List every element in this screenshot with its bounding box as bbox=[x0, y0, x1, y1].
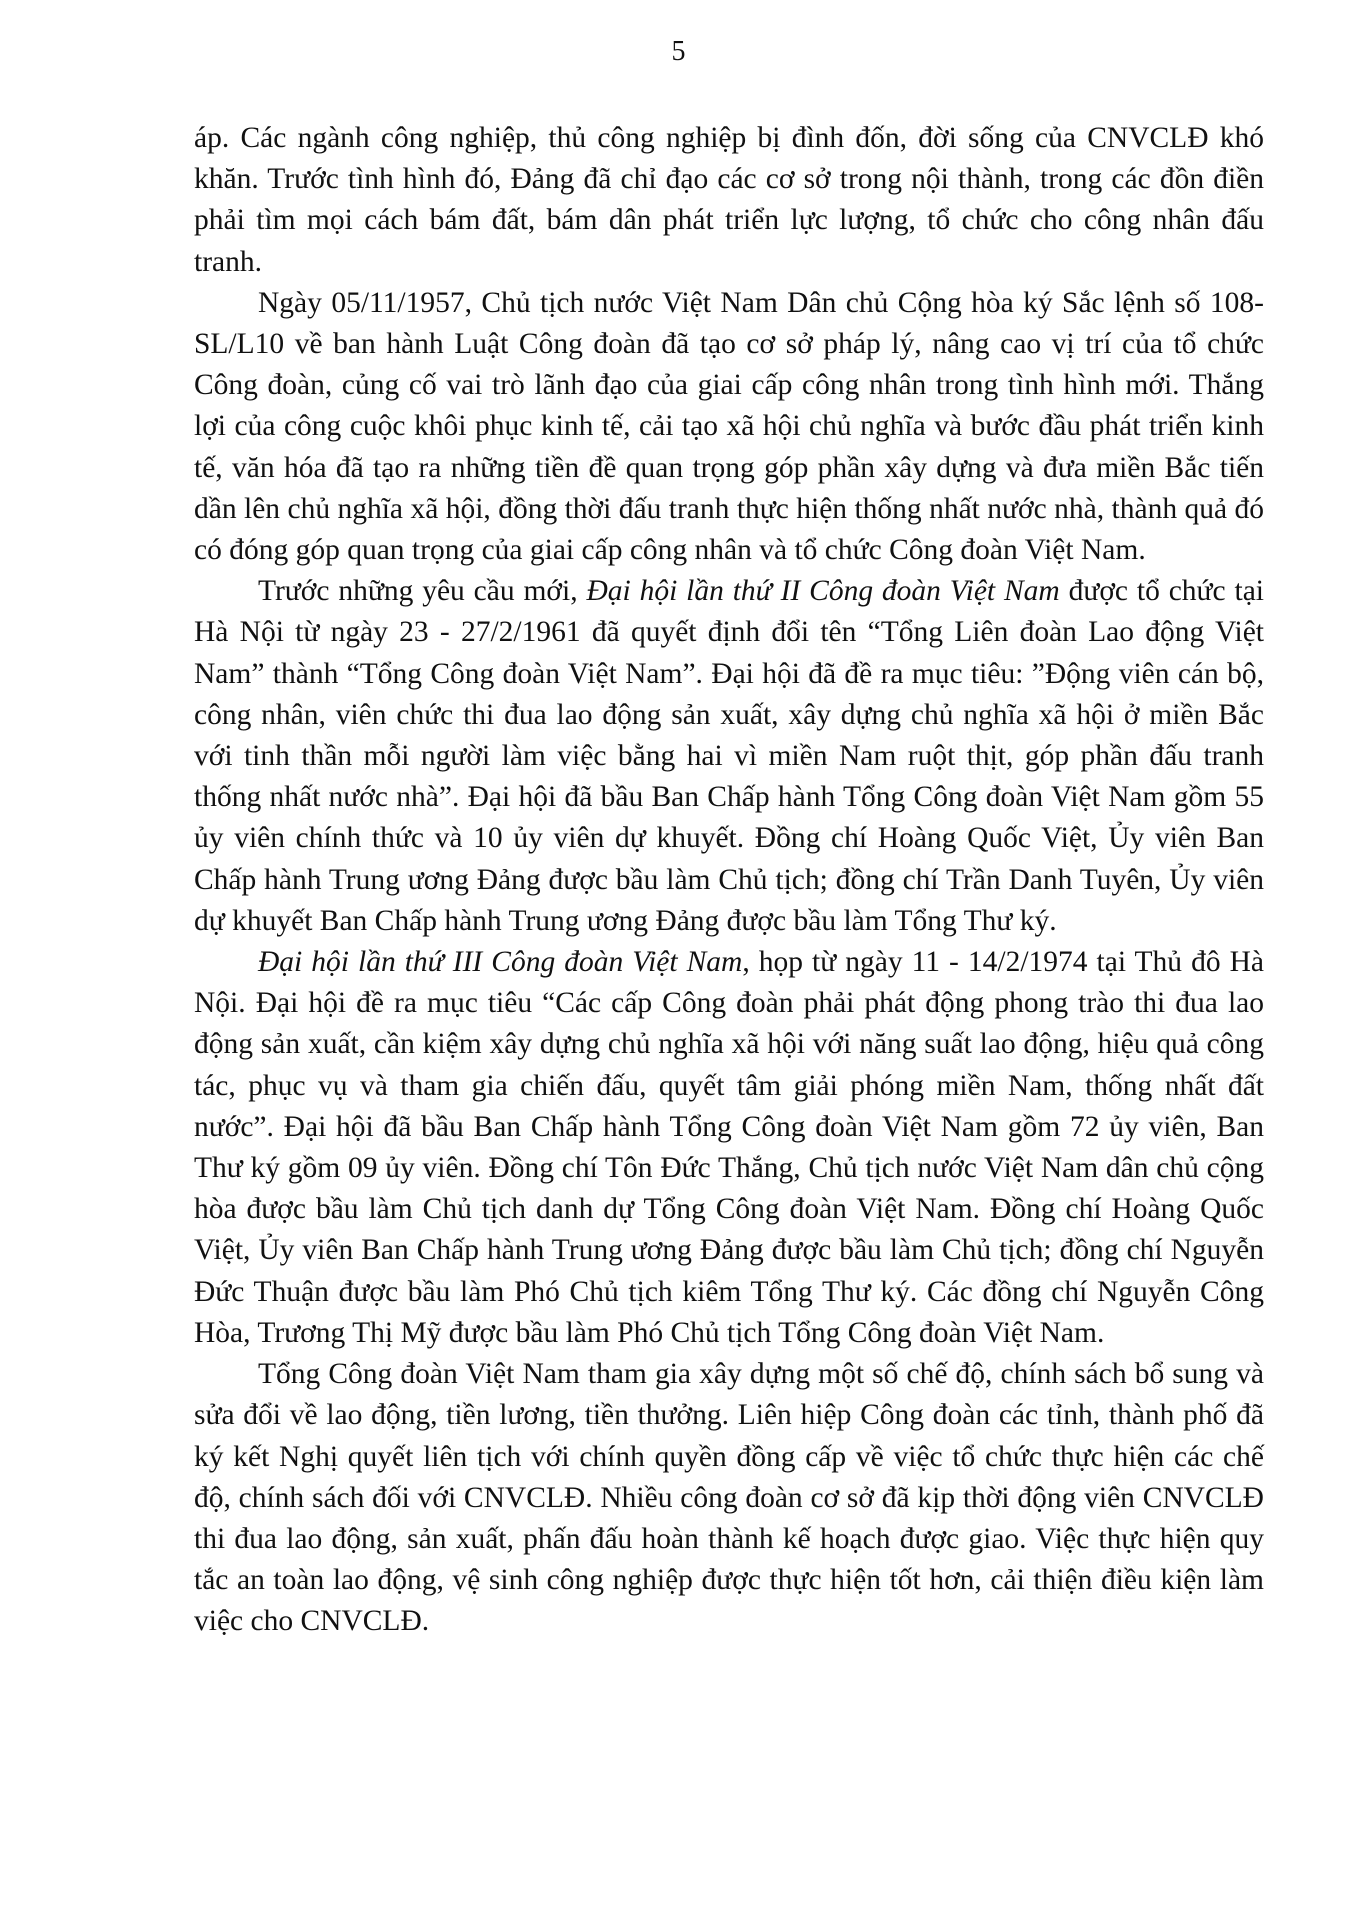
page-number: 5 bbox=[671, 36, 686, 67]
congress-title-italic: Đại hội lần thứ III Công đoàn Việt Nam bbox=[258, 946, 743, 979]
paragraph-policies: Tổng Công đoàn Việt Nam tham gia xây dựng một số chế độ, chính sách bổ sung và sửa đổi về lao động, tiền lương, tiền thưởng. Liên hiệp Công đoàn các tỉnh, thành phố đã ký kết Nghị quyết liên tịch với chính quyền đồng cấp về việc tổ chức thực hiện các chế độ, chính sách đối với CNVCLĐ. Nhiều công đoàn cơ sở đã kịp thời động viên CNVCLĐ thi đua lao động, sản xuất, phấn đấu hoàn thành kế hoạch được giao. Việc thực hiện quy tắc an toàn lao động, vệ sinh công nghiệp được thực hiện tốt hơn, cải thiện điều kiện làm việc cho CNVCLĐ. bbox=[194, 1358, 1264, 1638]
paragraph-continuation: áp. Các ngành công nghiệp, thủ công nghiệp bị đình đốn, đời sống của CNVCLĐ khó khăn. Trước tình hình đó, Đảng đã chỉ đạo các cơ sở trong nội thành, trong các đồn điền phải tìm mọi cách bám đất, bám dân phát triển lực lượng, tổ chức cho công nhân đấu tranh. bbox=[194, 122, 1264, 278]
paragraph-third-congress bbox=[194, 942, 1264, 1354]
congress-title-italic: Đại hội lần thứ II Công đoàn Việt Nam bbox=[586, 575, 1060, 608]
document-body bbox=[194, 118, 1264, 1643]
paragraph-text: được tổ chức tại Hà Nội từ ngày 23 - 27/2/1961 đã quyết định đổi tên “Tổng Liên đoàn Lao động Việt Nam” thành “Tổng Công đoàn Việt Nam”. Đại hội đã đề ra mục tiêu: ”Động viên cán bộ, công nhân, viên chức thi đua lao động sản xuất, xây dựng chủ nghĩa xã hội ở miền Bắc với tinh thần mỗi người làm việc bằng hai vì miền Nam ruột thịt, góp phần đấu tranh thống nhất nước nhà”. Đại hội đã bầu Ban Chấp hành Tổng Công đoàn Việt Nam gồm 55 ủy viên chính thức và 10 ủy viên dự khuyết. Đồng chí Hoàng Quốc Việt, Ủy viên Ban Chấp hành Trung ương Đảng được bầu làm Chủ tịch; đồng chí Trần Danh Tuyên, Ủy viên dự khuyết Ban Chấp hành Trung ương Đảng được bầu làm Tổng Thư ký. bbox=[194, 575, 1264, 937]
paragraph-trade-union-law: Ngày 05/11/1957, Chủ tịch nước Việt Nam Dân chủ Cộng hòa ký Sắc lệnh số 108-SL/L10 về ban hành Luật Công đoàn đã tạo cơ sở pháp lý, nâng cao vị trí của tổ chức Công đoàn, củng cố vai trò lãnh đạo của giai cấp công nhân trong tình hình mới. Thắng lợi của công cuộc khôi phục kinh tế, cải tạo xã hội chủ nghĩa và bước đầu phát triển kinh tế, văn hóa đã tạo ra những tiền đề quan trọng góp phần xây dựng và đưa miền Bắc tiến dần lên chủ nghĩa xã hội, đồng thời đấu tranh thực hiện thống nhất nước nhà, thành quả đó có đóng góp quan trọng của giai cấp công nhân và tổ chức Công đoàn Việt Nam. bbox=[194, 286, 1264, 567]
paragraph-text: Trước những yêu cầu mới, bbox=[258, 575, 587, 608]
paragraph-second-congress bbox=[194, 571, 1264, 942]
paragraph-text: , họp từ ngày 11 - 14/2/1974 tại Thủ đô Hà Nội. Đại hội đề ra mục tiêu “Các cấp Công đoàn phải phát động phong trào thi đua lao động sản xuất, cần kiệm xây dựng chủ nghĩa xã hội với năng suất lao động, hiệu quả công tác, phục vụ và tham gia chiến đấu, quyết tâm giải phóng miền Nam, thống nhất đất nước”. Đại hội đã bầu Ban Chấp hành Tổng Công đoàn Việt Nam gồm 72 ủy viên, Ban Thư ký gồm 09 ủy viên. Đồng chí Tôn Đức Thắng, Chủ tịch nước Việt Nam dân chủ cộng hòa được bầu làm Chủ tịch danh dự Tổng Công đoàn Việt Nam. Đồng chí Hoàng Quốc Việt, Ủy viên Ban Chấp hành Trung ương Đảng được bầu làm Chủ tịch; đồng chí Nguyễn Đức Thuận được bầu làm Phó Chủ tịch kiêm Tổng Thư ký. Các đồng chí Nguyễn Công Hòa, Trương Thị Mỹ được bầu làm Phó Chủ tịch Tổng Công đoàn Việt Nam. bbox=[194, 946, 1264, 1349]
